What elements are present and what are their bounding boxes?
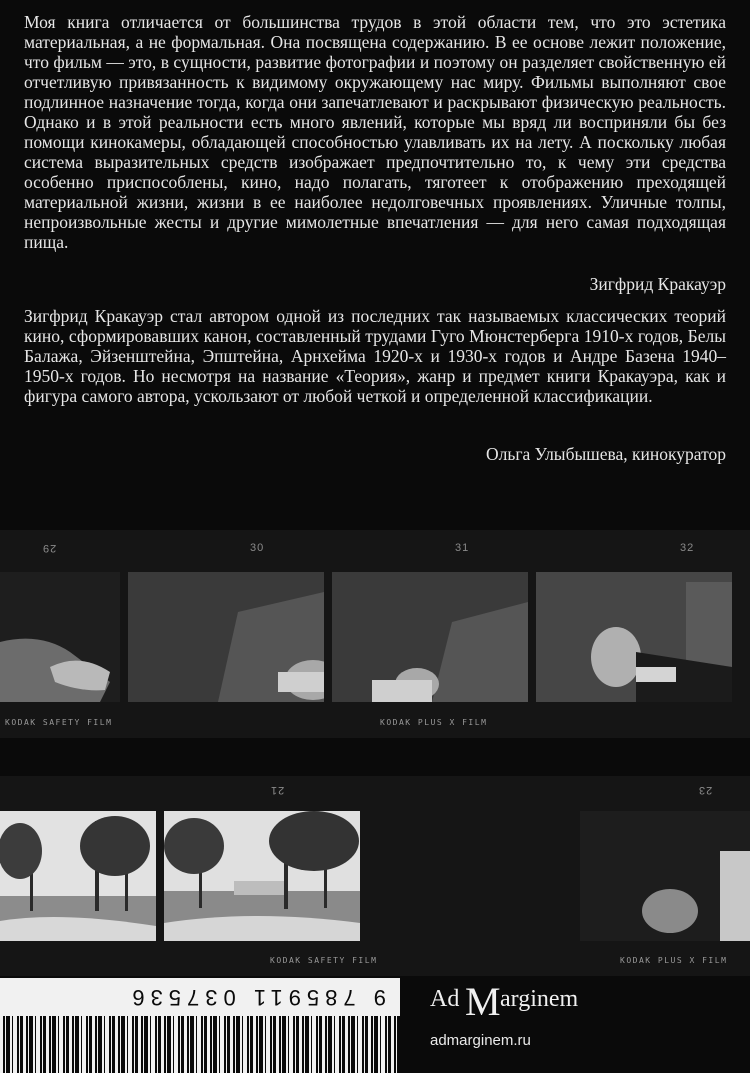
frame-number: 32: [680, 542, 695, 554]
photo-frame: [128, 572, 324, 702]
film-edge-text: KODAK PLUS X FILM: [620, 956, 728, 965]
trees-photo-icon: [164, 811, 360, 941]
photo-frame: [536, 572, 732, 702]
about-author: Ольга Улыбышева, кинокуратор: [485, 444, 726, 464]
trees-photo-icon: [0, 811, 156, 941]
logo-ad: Ad: [430, 986, 460, 1012]
quote-author: Зигфрид Кракауэр: [589, 274, 726, 294]
frame-number: 23: [698, 784, 713, 796]
photo-frame: [0, 811, 156, 941]
film-strip-top: [0, 530, 750, 738]
photo-frame: [164, 811, 360, 941]
quote-text: Моя книга отличается от большинства трудов в этой области тем, что это эстетика материальная, а не формальная. Она посвящена содержанию. В ее основе лежит положение, что фильм — это, в сущности, развитие фотографии и поэтому он разделяет свойственную ей отчетливую привязанность к видимому окружающему нас миру. Фильмы выполняют свое подлинное назначение тогда, когда они запечатлевают и раскрывают физическую реальность. Однако и в этой реальности есть много явлений, которые мы вряд ли восприняли бы без помощи кинокамеры, обладающей способностью улавливать их на лету. А поскольку любая система выразительных средств изображает предпочтительно то, к чему эти средства особенно приспособлены, кино, надо полагать, тяготеет к отображению преходящей материальной жизни, жизни в ее наиболее недолговечных проявлениях. Уличные толпы, непроизвольные жесты и другие мимолетные впечатления — для него самая подходящая пища.: [24, 12, 726, 252]
portrait-photo-icon: [580, 811, 750, 941]
portrait-photo-icon: [332, 572, 528, 702]
film-strip-bottom: [0, 776, 750, 976]
logo-m: M: [465, 979, 501, 1024]
portrait-photo-icon: [536, 572, 732, 702]
barcode-digits: 9 785911 037536: [126, 985, 386, 1010]
film-edge-text: KODAK SAFETY FILM: [270, 956, 378, 965]
portrait-photo-icon: [128, 572, 324, 702]
frame-number: 21: [270, 784, 285, 796]
frame-number: 31: [455, 542, 470, 554]
photo-frame: [0, 572, 120, 702]
isbn-barcode: [0, 978, 400, 1073]
publisher-website[interactable]: admarginem.ru: [430, 1032, 531, 1049]
logo-arginem: arginem: [500, 986, 579, 1012]
film-edge-text: KODAK PLUS X FILM: [380, 718, 488, 727]
frame-number: 29: [42, 542, 57, 554]
publisher-logo: [430, 979, 600, 1024]
about-text: Зигфрид Кракауэр стал автором одной из последних так называемых классических теорий кино, сформировавших канон, составленный трудами Гуго Мюнстерберга 1910-х годов, Белы Балажа, Эйзенштейна, Эпштейна, Арнхейма 1920-х и 1930-х годов и Андре Базена 1940–1950-х годов. Но несмотря на название «Теория», жанр и предмет книги Кракауэра, как и фигура самого автора, ускользают от любой четкой и определенной классификации.: [24, 306, 726, 406]
photo-frame: [332, 572, 528, 702]
photo-frame: [580, 811, 750, 941]
hand-photo-icon: [0, 572, 120, 702]
film-edge-text: KODAK SAFETY FILM: [5, 718, 113, 727]
frame-number: 30: [250, 542, 265, 554]
barcode-digits-band: [0, 978, 400, 1016]
